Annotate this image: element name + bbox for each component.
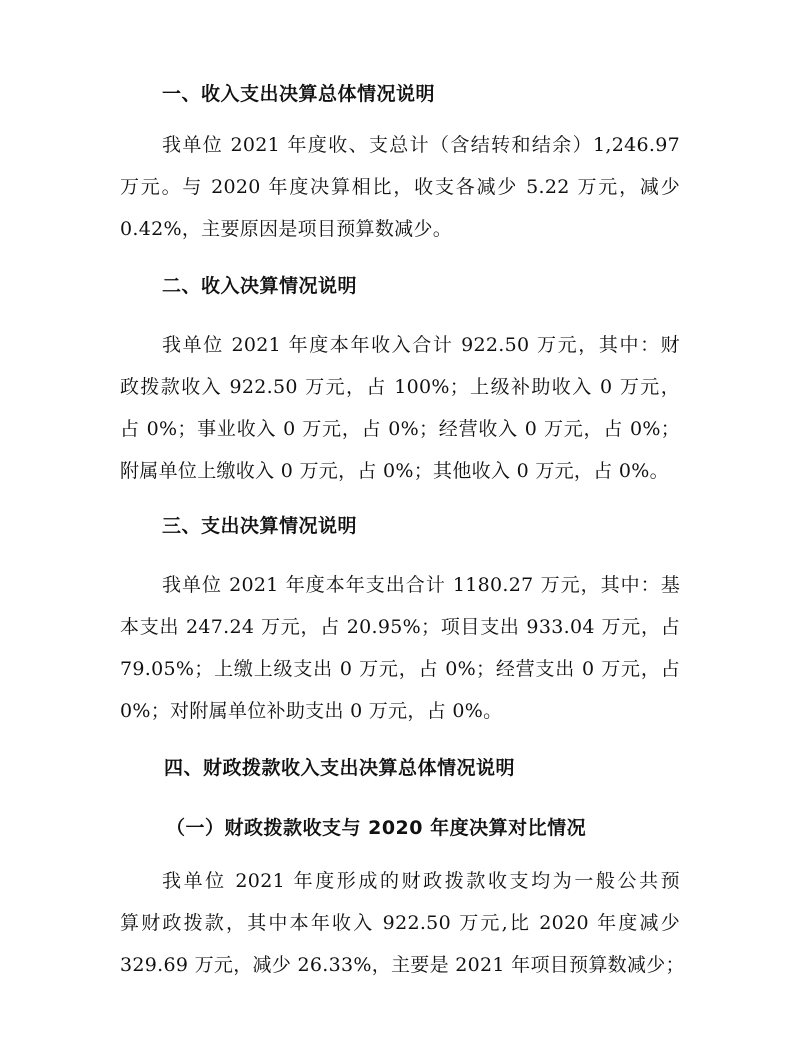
paragraph-line: 0.42%，主要原因是项目预算数减少。 (120, 218, 453, 240)
paragraph-line: 329.69 万元，减少 26.33%，主要是 2021 年项目预算数减少； (120, 954, 685, 976)
paragraph-line: 我单位 2021 年度形成的财政拨款收支均为一般公共预 (162, 870, 680, 892)
paragraph-line: 我单位 2021 年度本年支出合计 1180.27 万元，其中：基 (162, 574, 680, 596)
section-1-heading: 一、收入支出决算总体情况说明 (162, 83, 436, 105)
section-4-paragraph (120, 860, 685, 986)
paragraph-line: 附属单位上缴收入 0 万元，占 0%；其他收入 0 万元，占 0%。 (120, 460, 669, 482)
paragraph-line: 算财政拨款，其中本年收入 922.50 万元,比 2020 年度减少 (120, 912, 680, 934)
section-3-heading: 三、支出决算情况说明 (162, 515, 358, 537)
section-2-heading: 二、收入决算情况说明 (162, 275, 358, 297)
paragraph-line: 政拨款收入 922.50 万元，占 100%；上级补助收入 0 万元， (120, 376, 680, 398)
paragraph-line: 我单位 2021 年度收、支总计（含结转和结余）1,246.97 (162, 134, 680, 156)
paragraph-line: 本支出 247.24 万元，占 20.95%；项目支出 933.04 万元，占 (120, 616, 680, 638)
section-4-heading: 四、财政拨款收入支出决算总体情况说明 (164, 757, 516, 779)
paragraph-line: 我单位 2021 年度本年收入合计 922.50 万元，其中：财 (162, 334, 680, 356)
paragraph-line: 占 0%；事业收入 0 万元，占 0%；经营收入 0 万元，占 0%； (120, 418, 680, 440)
section-3-paragraph (120, 564, 680, 732)
section-4-subheading: （一）财政拨款收支与 2020 年度决算对比情况 (166, 817, 587, 839)
paragraph-line: 0%；对附属单位补助支出 0 万元，占 0%。 (120, 700, 503, 722)
section-1-paragraph (120, 124, 680, 250)
paragraph-line: 79.05%；上缴上级支出 0 万元，占 0%；经营支出 0 万元，占 (120, 658, 680, 680)
section-2-paragraph (120, 324, 680, 492)
paragraph-line: 万元。与 2020 年度决算相比，收支各减少 5.22 万元，减少 (120, 176, 680, 198)
